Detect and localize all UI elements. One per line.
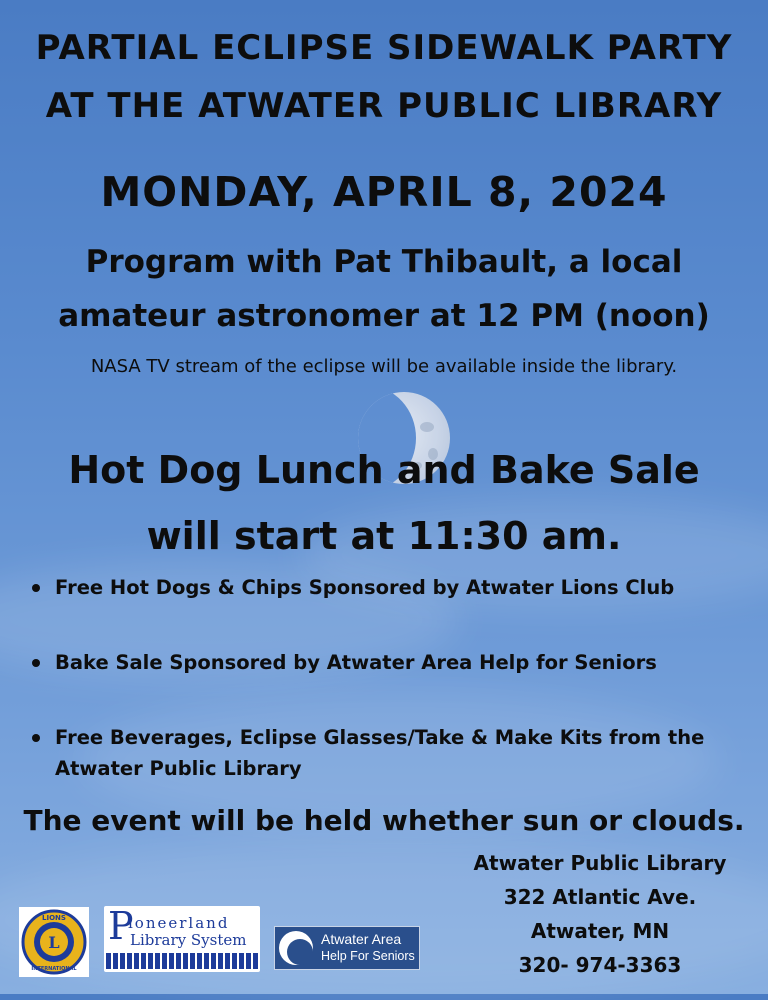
help-logo-line2: Help For Seniors <box>321 949 415 963</box>
library-name: Atwater Public Library <box>473 851 727 875</box>
help-logo-line1: Atwater Area <box>321 931 402 947</box>
lions-center-letter: L <box>48 933 60 952</box>
list-item: Free Hot Dogs & Chips Sponsored by Atwater Lions Club <box>28 572 758 603</box>
program-line1: Program with Pat Thibault, a local <box>85 244 683 280</box>
library-system-word: Library System <box>130 931 247 949</box>
lunch-heading-line1: Hot Dog Lunch and Bake Sale <box>68 448 700 492</box>
weather-note: The event will be held whether sun or clouds. <box>23 804 745 837</box>
nasa-stream-note: NASA TV stream of the eclipse will be available inside the library. <box>90 356 678 377</box>
pioneerland-initial: P <box>108 904 134 948</box>
pioneerland-word: ioneerland <box>128 914 230 932</box>
event-date: MONDAY, APRIL 8, 2024 <box>100 168 668 216</box>
library-phone: 320- 974-3363 <box>518 953 682 977</box>
lunch-heading-line2: will start at 11:30 am. <box>146 514 622 558</box>
book-spines-graphic <box>106 953 258 969</box>
sponsor-list <box>28 572 758 784</box>
moon-crater <box>420 422 434 432</box>
help-for-seniors-logo <box>274 926 420 970</box>
lions-emblem-icon <box>21 909 87 975</box>
pioneerland-library-logo <box>104 906 260 972</box>
lions-top-text: LIONS <box>42 914 66 922</box>
library-street: 322 Atlantic Ave. <box>503 885 697 909</box>
event-title-line2: AT THE ATWATER PUBLIC LIBRARY <box>45 86 723 126</box>
seniors-emblem-icon <box>279 931 313 965</box>
list-item: Free Beverages, Eclipse Glasses/Take & Make Kits from the Atwater Public Library <box>28 722 758 784</box>
library-city: Atwater, MN <box>530 919 670 943</box>
library-address <box>440 846 760 982</box>
lions-club-logo <box>19 907 89 977</box>
event-title-line1: PARTIAL ECLIPSE SIDEWALK PARTY <box>35 28 733 68</box>
program-line2: amateur astronomer at 12 PM (noon) <box>58 298 710 334</box>
list-item: Bake Sale Sponsored by Atwater Area Help for Seniors <box>28 647 758 678</box>
lions-bottom-text: INTERNATIONAL <box>31 966 77 972</box>
